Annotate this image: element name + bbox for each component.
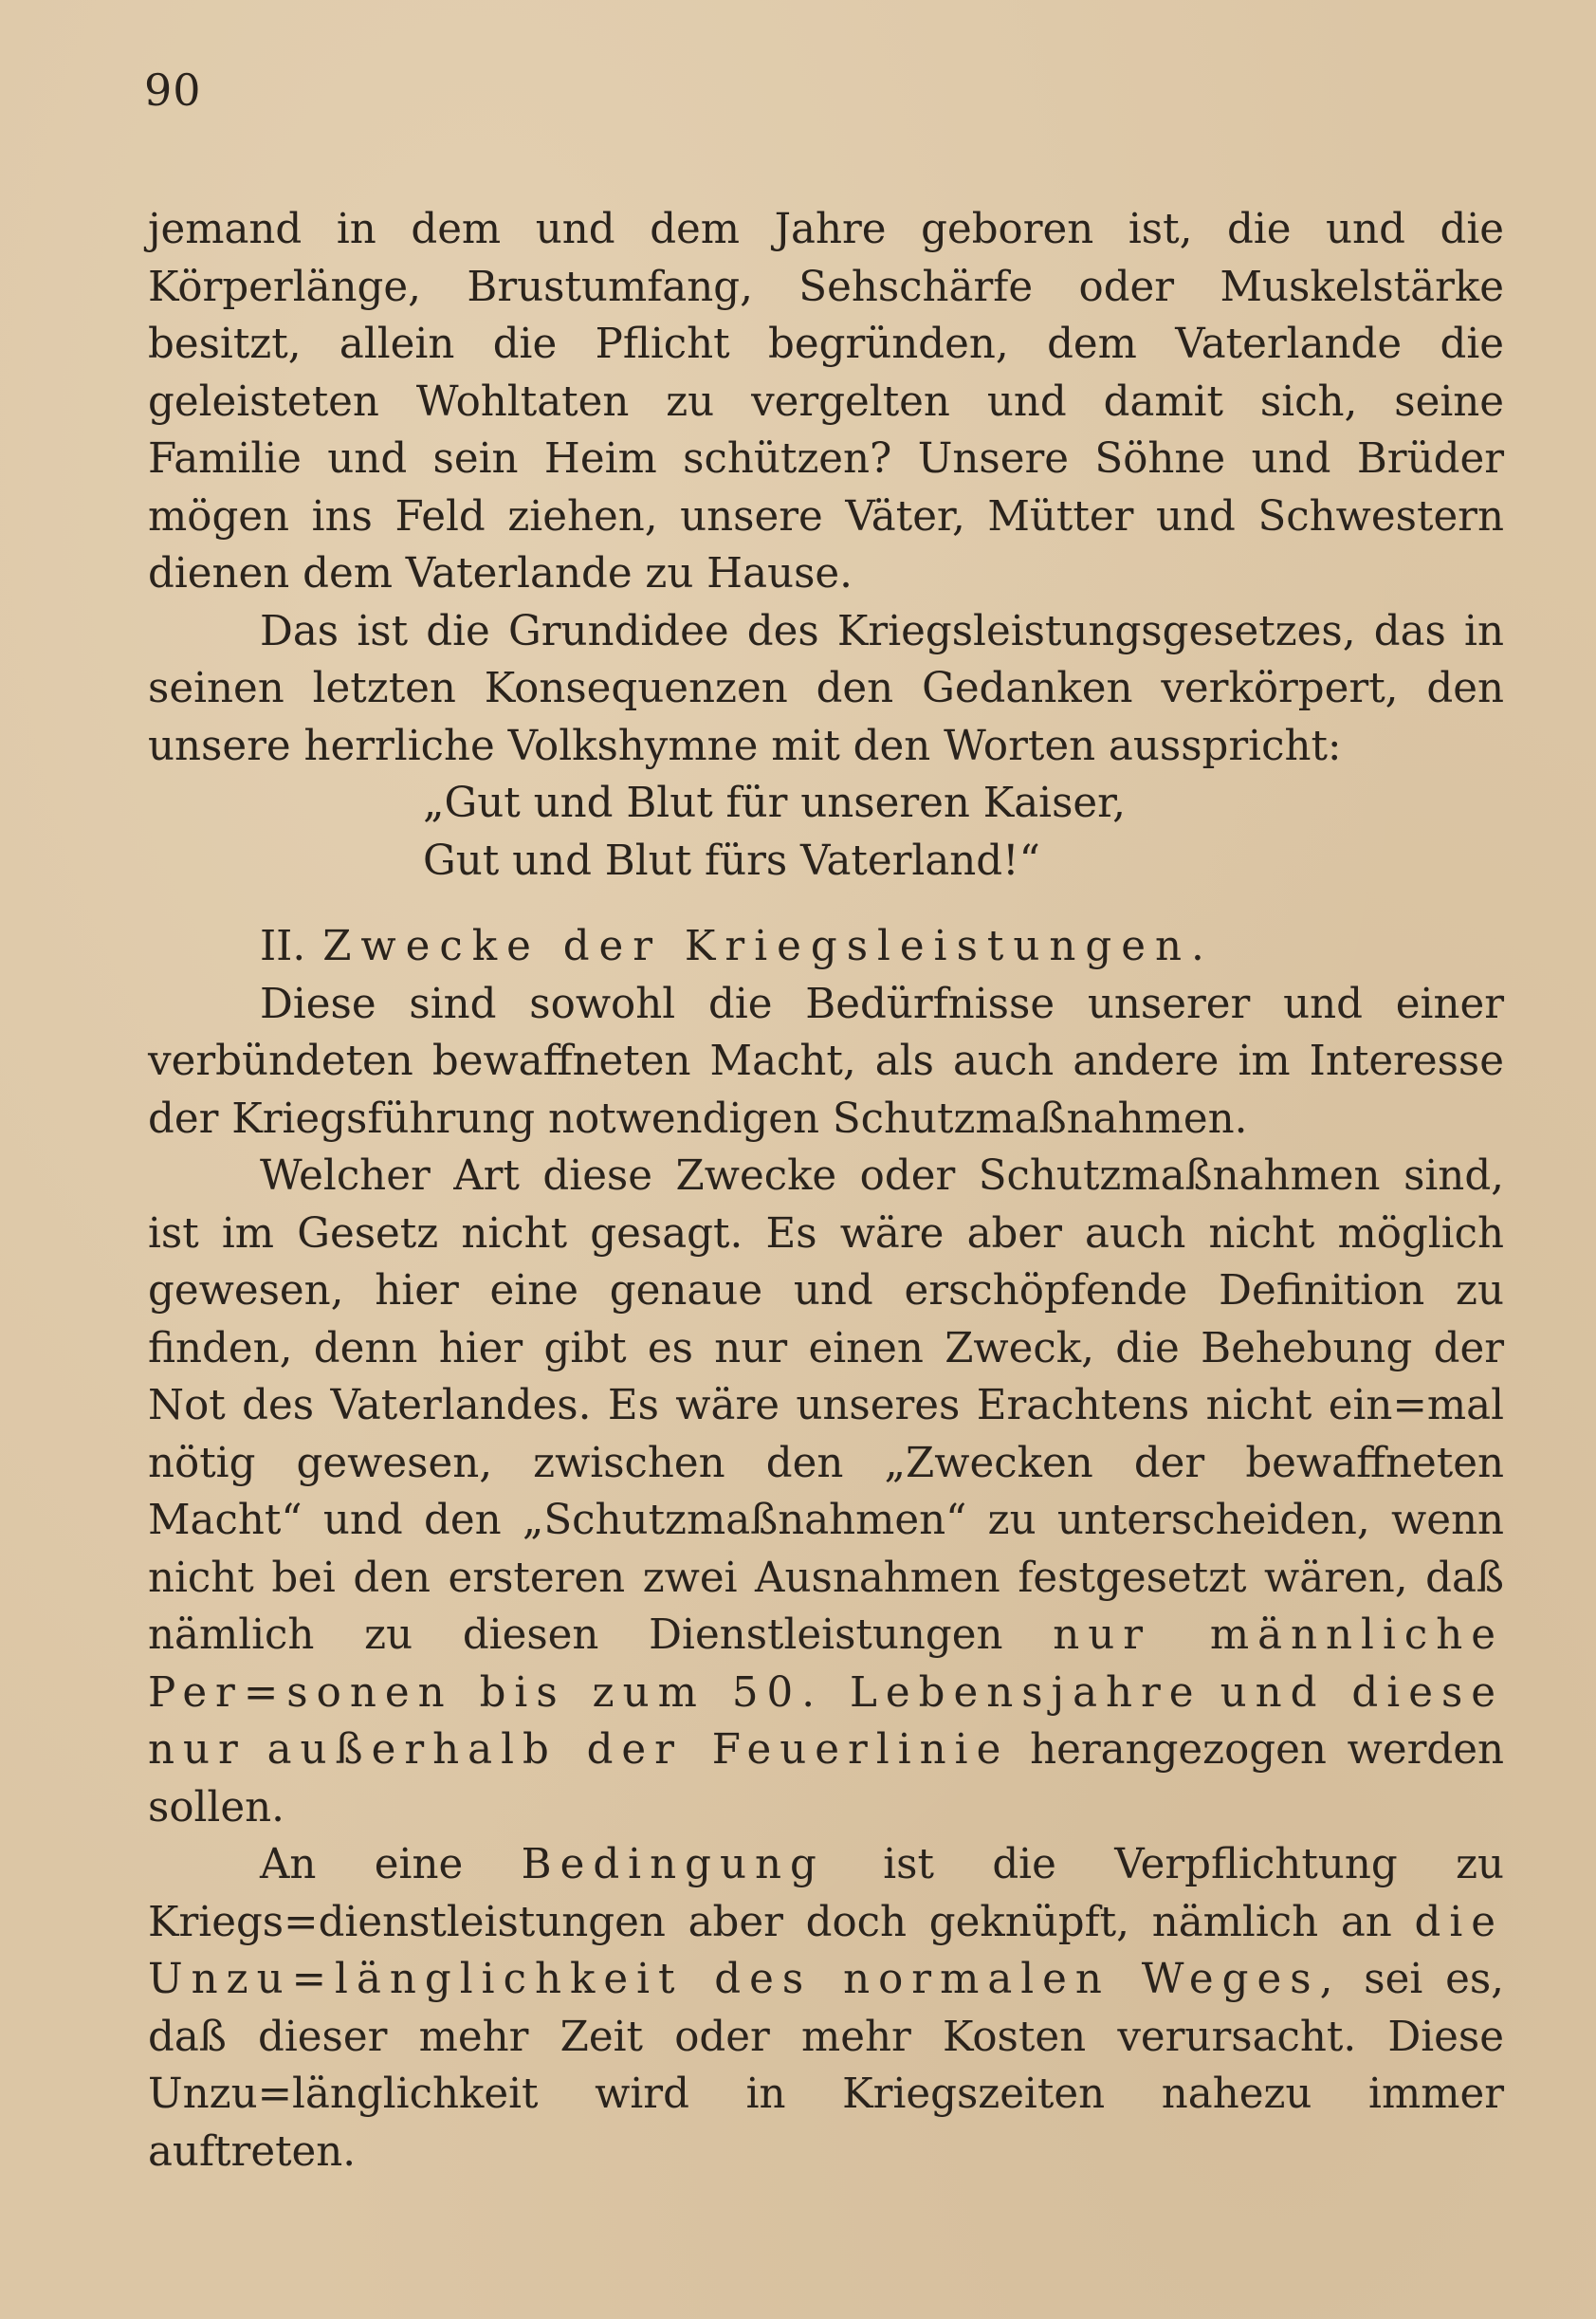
section-title: Zwecke der Kriegsleistungen. <box>322 923 1214 970</box>
paragraph-text: An eine <box>260 1841 464 1888</box>
emphasized-text: Bedingung <box>521 1841 825 1888</box>
section-number: II. <box>260 923 306 970</box>
quote-line-2: Gut und Blut fürs Vaterland!“ <box>423 837 1040 885</box>
emphasized-text: außerhalb der Feuerlinie <box>266 1726 1010 1774</box>
paragraph-text: Welcher Art diese Zwecke oder Schutzmaßnahmen sind, ist im Gesetz nicht gesagt. Es wäre aber auch nicht möglich gewesen, hier eine genaue und erschöpfende Definition zu finden, denn hier gibt es nur einen Zweck, die Behebung der Not des Vaterlandes. Es wäre unseres Erachtens nicht ein=mal nötig gewesen, zwischen den „Zwecken der bewaffneten Macht“ und den „Schutzmaßnahmen“ zu unterscheiden, wenn nicht bei den ersteren zwei Ausnahmen festgesetzt wären, daß nämlich zu diesen Dienstleistungen <box>148 1152 1504 1659</box>
paragraph-text: ist die Verpflichtung zu Kriegs=dienstleistungen aber doch geknüpft, nämlich an <box>148 1841 1505 1946</box>
paragraph-grundidee: Das ist die Grundidee des Kriegsleistungsgesetzes, das in seinen letzten Konsequenzen den Gedanken verkörpert, den unsere herrliche Volkshymne mit den Worten ausspricht: <box>148 607 1504 770</box>
paragraph-continuation: jemand in dem und dem Jahre geboren ist, die und die Körperlänge, Brustumfang, Sehschärfe oder Muskelstärke besitzt, allein die Pflicht begründen, dem Vaterlande die geleisteten Wohltaten zu vergelten und damit sich, seine Familie und sein Heim schützen? Unsere Söhne und Brüder mögen ins Feld ziehen, unsere Väter, Mütter und Schwestern dienen dem Vaterlande zu Hause. <box>148 206 1504 598</box>
paragraph-text: sei es, daß dieser mehr Zeit oder mehr Kosten verursacht. Diese Unzu=länglichkeit wird in Kriegszeiten nahezu immer auftreten. <box>148 1956 1505 2176</box>
paragraph-welcher-art <box>148 1148 1504 1836</box>
section-heading <box>148 918 1504 976</box>
quote-line-1: „Gut und Blut für unseren Kaiser, <box>423 780 1126 827</box>
paragraph-text: herangezogen werden sollen. <box>148 1726 1504 1831</box>
paragraph-text: und diese nur <box>148 1668 1505 1774</box>
anthem-quote <box>148 775 1504 890</box>
emphasized-text: die Unzu=länglichkeit des normalen Weges, <box>148 1898 1504 2003</box>
page-body <box>148 201 1504 2181</box>
page-number: 90 <box>144 64 202 116</box>
paragraph-bedingung <box>148 1836 1504 2181</box>
emphasized-text: nur männliche Per=sonen bis zum 50. Lebensjahre <box>148 1611 1504 1717</box>
paragraph-zwecke: Diese sind sowohl die Bedürfnisse unserer und einer verbündeten bewaffneten Macht, als auch andere im Interesse der Kriegsführung notwendigen Schutzmaßnahmen. <box>148 980 1504 1143</box>
